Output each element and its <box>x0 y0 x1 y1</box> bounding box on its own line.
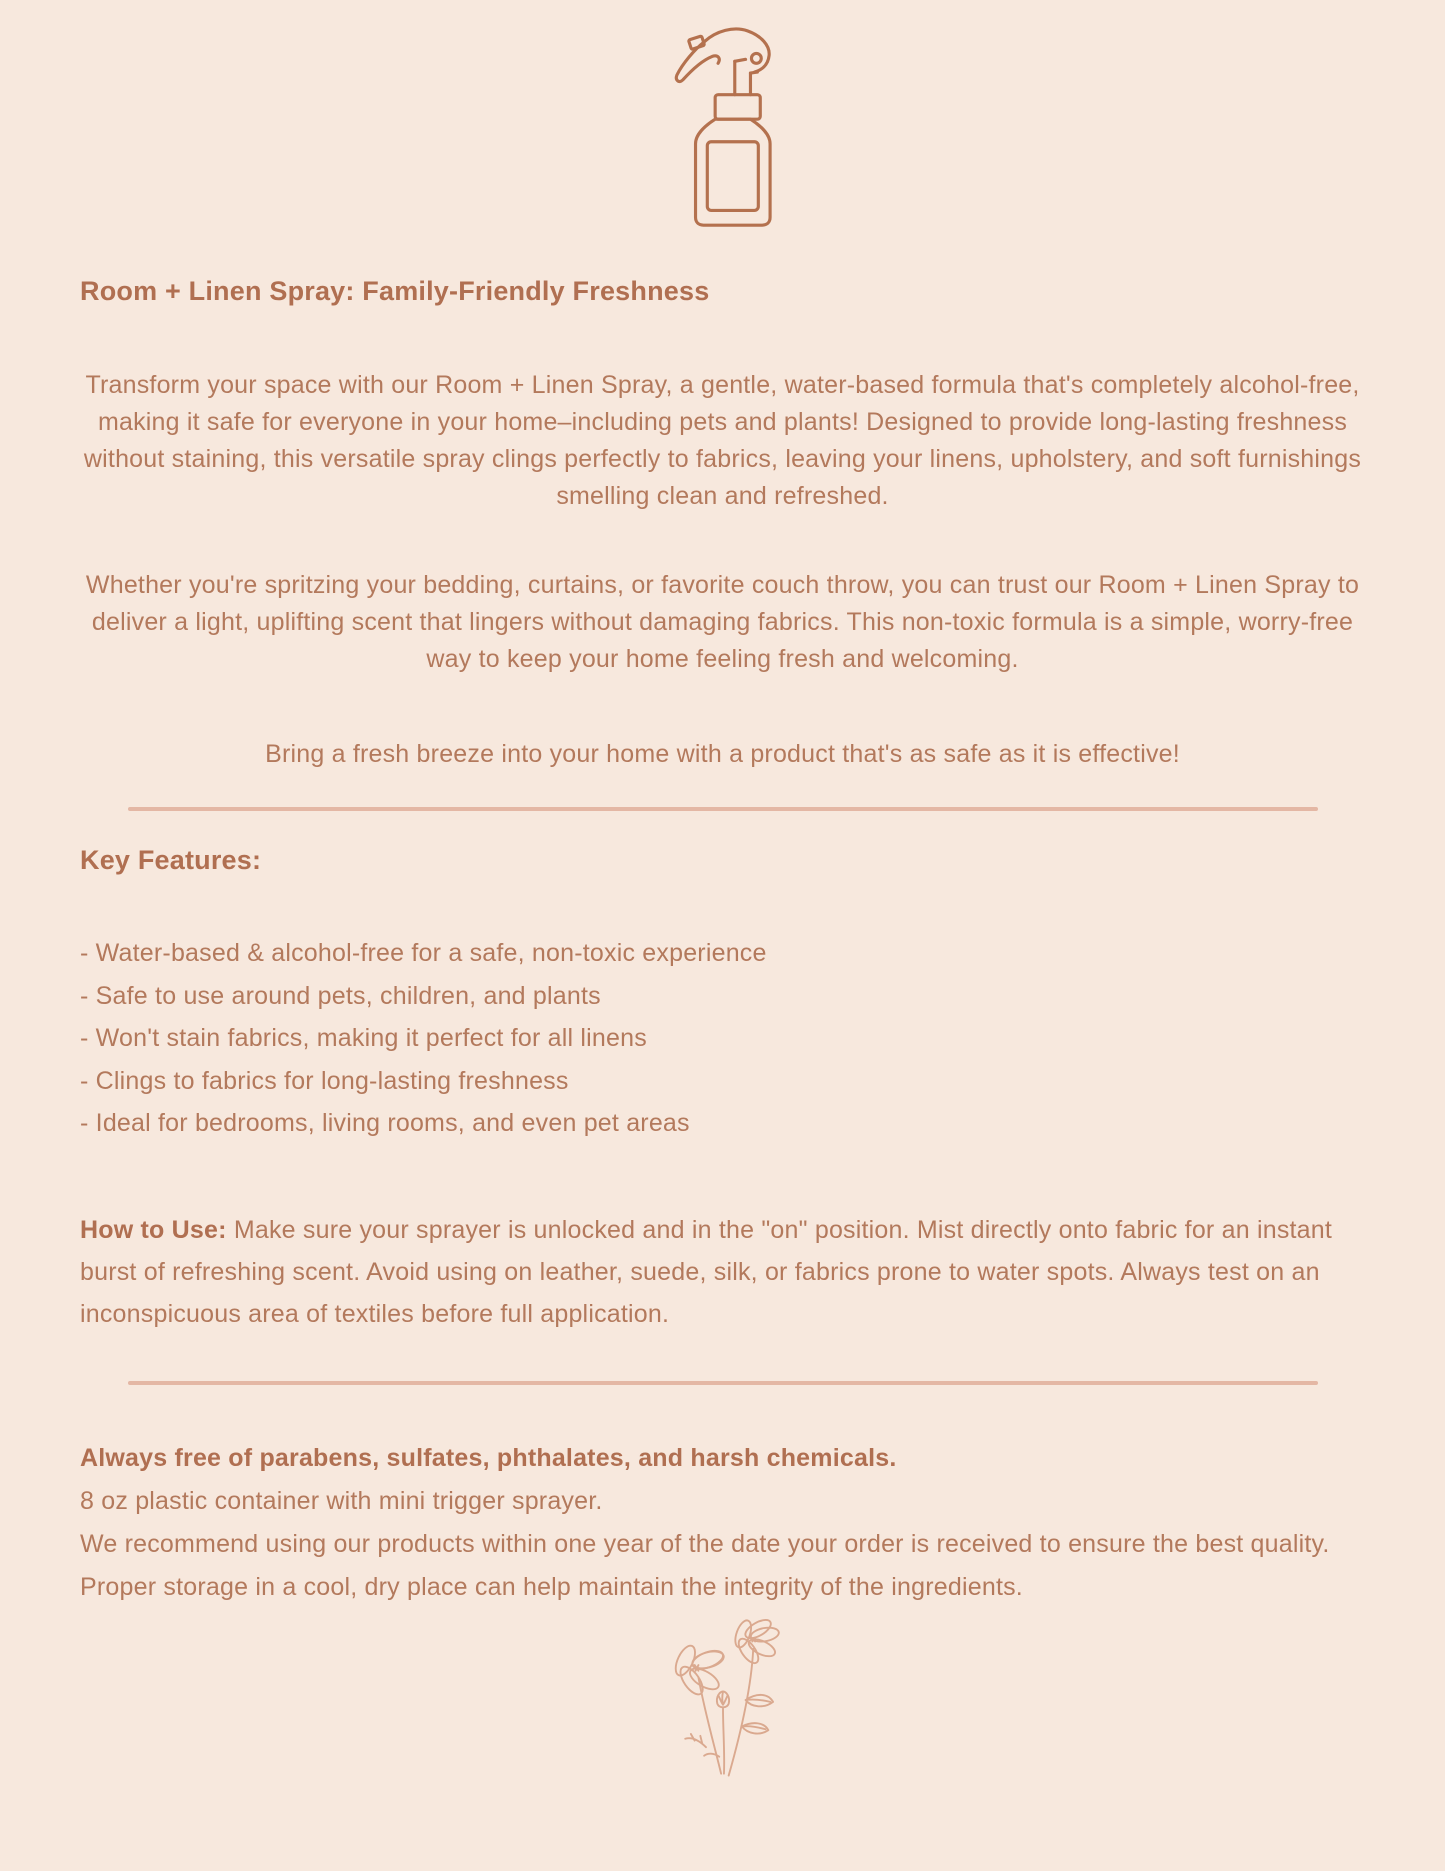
container-statement: 8 oz plastic container with mini trigger sprayer. <box>80 1486 603 1515</box>
key-features-heading: Key Features: <box>80 845 262 875</box>
spray-bottle-icon <box>657 26 789 232</box>
usage-recommendation: We recommend using our products within one year of the date your order is received to ensure the best quality. Proper storage in a cool, dry place can help maintain the integrity of the ingredients. <box>80 1529 1330 1601</box>
content-column <box>0 276 1445 1609</box>
key-features-list <box>80 932 1365 1145</box>
feature-item: - Clings to fabrics for long-lasting freshness <box>80 1066 569 1095</box>
feature-item: - Safe to use around pets, children, and plants <box>80 981 601 1010</box>
product-details-block <box>80 1437 1365 1609</box>
intro-paragraph-2: Whether you're spritzing your bedding, curtains, or favorite couch throw, you can trust our Room + Linen Spray to deliver a light, uplifting scent that lingers without damaging fabrics. This non-toxic formula is a simple, worry-free way to keep your home feeling fresh and welcoming. <box>85 571 1360 673</box>
section-divider-bottom <box>128 1381 1318 1385</box>
feature-item: - Won't stain fabrics, making it perfect for all linens <box>80 1024 647 1052</box>
chemical-free-statement: Always free of parabens, sulfates, phthalates, and harsh chemicals. <box>80 1443 897 1472</box>
wildflowers-icon <box>643 1615 803 1785</box>
how-to-use-text: Make sure your sprayer is unlocked and in the "on" position. Mist directly onto fabric for an instant burst of refreshing scent. Avoid using on leather, suede, silk, or fabrics prone to water spots. Always test on an inconspicuous area of textiles before full application. <box>80 1215 1333 1328</box>
page-title: Room + Linen Spray: Family-Friendly Freshness <box>80 276 710 306</box>
feature-item: - Ideal for bedrooms, living rooms, and even pet areas <box>80 1109 690 1137</box>
feature-item: - Water-based & alcohol-free for a safe, non-toxic experience <box>80 939 767 967</box>
intro-paragraph-3: Bring a fresh breeze into your home with a product that's as safe as it is effective! <box>265 740 1180 768</box>
how-to-use-paragraph <box>80 1209 1365 1335</box>
section-divider-top <box>128 807 1318 811</box>
how-to-use-label: How to Use: <box>80 1215 227 1244</box>
intro-paragraph-1: Transform your space with our Room + Linen Spray, a gentle, water-based formula that's completely alcohol-free, making it safe for everyone in your home–including pets and plants! Designed to provide long-lasting freshness without staining, this versatile spray clings perfectly to fabrics, leaving your linens, upholstery, and soft furnishings smelling clean and refreshed. <box>83 371 1362 510</box>
